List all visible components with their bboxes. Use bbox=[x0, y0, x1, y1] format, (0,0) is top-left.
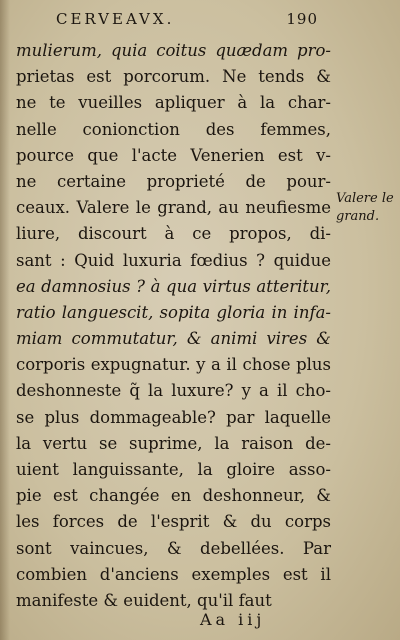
page-number: 190 bbox=[286, 10, 318, 28]
margin-note-line: Valere le bbox=[336, 191, 394, 206]
text-line: ne te vueilles apliquer à la char- bbox=[16, 93, 331, 113]
margin-note-line: grand. bbox=[336, 209, 380, 224]
text-line: combien d'anciens exemples est il bbox=[16, 564, 331, 584]
text-line: sant : Quid luxuria fœdius ? quidue bbox=[16, 250, 331, 270]
text-line: ea damnosius ? à qua virtus atteritur, bbox=[16, 276, 331, 296]
text-line: ne certaine proprieté de pour- bbox=[16, 171, 331, 191]
page-header bbox=[56, 10, 318, 28]
text-line: la vertu se suprime, la raison de- bbox=[16, 433, 331, 453]
text-line: ratio languescit, sopita gloria in infa- bbox=[16, 302, 331, 322]
text-line: mulierum, quia coitus quædam pro- bbox=[16, 41, 331, 60]
text-line: nelle conionction des femmes, bbox=[16, 119, 331, 139]
text-line: miam commutatur, & animi vires & bbox=[16, 329, 331, 349]
text-line: pource que l'acte Venerien est v- bbox=[16, 145, 331, 165]
text-line: ceaux. Valere le grand, au neufiesme bbox=[16, 198, 331, 218]
text-line: deshonneste q̃ la luxure? y a il cho- bbox=[16, 381, 331, 401]
margin-note bbox=[336, 190, 396, 226]
body-text bbox=[16, 38, 331, 614]
text-line: corporis expugnatur. y a il chose plus bbox=[16, 355, 331, 375]
signature-mark: Aa iij bbox=[200, 610, 266, 629]
text-line: pie est changée en deshonneur, & bbox=[16, 486, 331, 506]
text-line: prietas est porcorum. Ne tends & bbox=[16, 67, 331, 87]
text-line: les forces de l'esprit & du corps bbox=[16, 512, 331, 532]
text-line: se plus dommageable? par laquelle bbox=[16, 407, 331, 427]
text-line: uient languissante, la gloire asso- bbox=[16, 460, 331, 479]
text-line: liure, discourt à ce propos, di- bbox=[16, 224, 331, 244]
running-title: CERVEAVX. bbox=[56, 10, 175, 28]
text-line: sont vaincues, & debellées. Par bbox=[16, 538, 331, 558]
text-line: manifeste & euident, qu'il faut bbox=[16, 590, 272, 610]
gutter-shadow bbox=[0, 0, 10, 640]
